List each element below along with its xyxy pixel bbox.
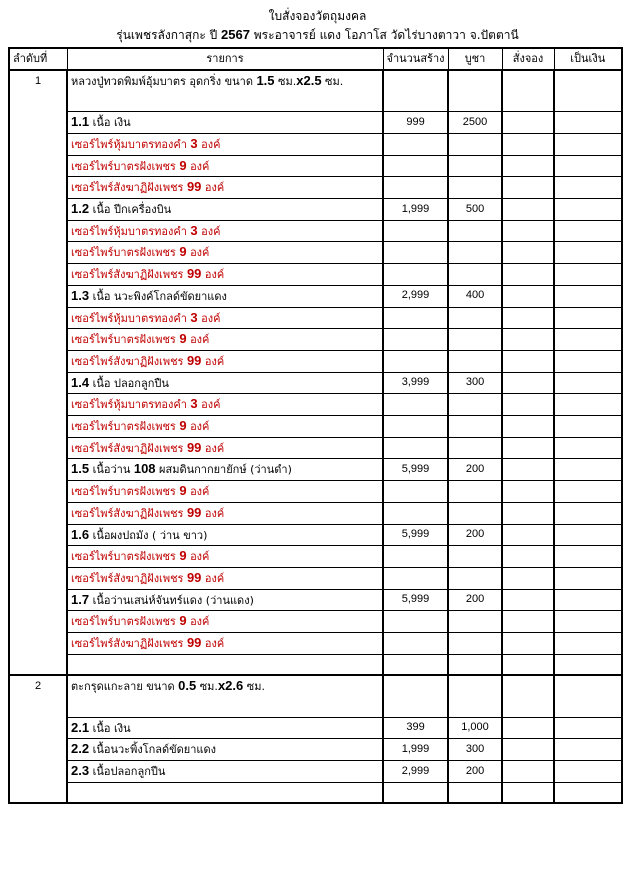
order-input-cell[interactable] [502, 350, 554, 372]
section-number: 1 [9, 70, 67, 676]
price-cell [448, 329, 502, 351]
surprise-count: 99 [186, 635, 202, 651]
item-code: 1.3 [71, 287, 90, 303]
surprise-unit: องค์ [186, 333, 210, 347]
total-cell [554, 372, 622, 394]
total-cell [554, 524, 622, 546]
surprise-unit: องค์ [186, 246, 210, 260]
surprise-row [9, 264, 622, 286]
order-input-cell[interactable] [502, 199, 554, 221]
surprise-count: 9 [179, 157, 187, 173]
price-cell [448, 350, 502, 372]
order-input-cell[interactable] [502, 285, 554, 307]
order-input-cell[interactable] [502, 416, 554, 438]
surprise-count: 99 [186, 352, 202, 368]
order-input-cell[interactable] [502, 394, 554, 416]
qty-cell: 3,999 [383, 372, 448, 394]
item-cell [67, 524, 383, 546]
item-cell [67, 242, 383, 264]
item-cell [67, 611, 383, 633]
item-cell [67, 177, 383, 199]
table-body [9, 70, 622, 804]
qty-cell [383, 70, 448, 112]
qty-cell [383, 502, 448, 524]
section-size-x: x2.5 [296, 72, 322, 88]
qty-cell [383, 350, 448, 372]
item-cell [67, 761, 383, 783]
header-no: ลำดับที่ [9, 48, 67, 70]
item-cell [67, 394, 383, 416]
surprise-row [9, 177, 622, 199]
surprise-label: เซอร์ไพร์บาตรฝังเพชร [71, 159, 180, 173]
surprise-unit: องค์ [186, 485, 210, 499]
qty-cell [383, 416, 448, 438]
surprise-count: 99 [186, 439, 202, 455]
surprise-count: 3 [190, 135, 198, 151]
order-input-cell[interactable] [502, 611, 554, 633]
price-cell [448, 502, 502, 524]
surprise-label: เซอร์ไพร์บาตรฝังเพชร [71, 420, 180, 434]
surprise-unit: องค์ [197, 398, 221, 412]
qty-cell [383, 220, 448, 242]
item-cell [67, 633, 383, 655]
qty-cell [383, 546, 448, 568]
surprise-label: เซอร์ไพร์สังฆาฏิฝังเพชร [71, 268, 187, 282]
qty-cell: 2,999 [383, 285, 448, 307]
item-code: 1.5 [71, 461, 90, 477]
price-cell: 500 [448, 199, 502, 221]
document-title: ใบสั่งจองวัตถุมงคล [268, 9, 367, 23]
price-cell: 200 [448, 524, 502, 546]
item-cell [67, 372, 383, 394]
surprise-label: เซอร์ไพร์สังฆาฏิฝังเพชร [71, 354, 187, 368]
item-label: เนื้อปลอกลูกปืน [89, 765, 166, 779]
item-code: 2.2 [71, 741, 90, 757]
price-cell [448, 567, 502, 589]
item-cell [67, 437, 383, 459]
price-cell [448, 654, 502, 675]
surprise-label: เซอร์ไพร์บาตรฝังเพชร [71, 550, 180, 564]
qty-cell [383, 177, 448, 199]
surprise-unit: องค์ [201, 571, 225, 585]
surprise-label: เซอร์ไพร์สังฆาฏิฝังเพชร [71, 571, 187, 585]
qty-cell: 2,999 [383, 761, 448, 783]
price-cell: 400 [448, 285, 502, 307]
price-cell [448, 416, 502, 438]
price-cell [448, 481, 502, 503]
subtitle-suffix: พระอาจารย์ แดง โอภาโส วัดไร่บางตาวา จ.ปัตตานี [249, 28, 519, 42]
section-size-value: 1.5 [256, 72, 275, 88]
section-size-unit: ซม. [196, 680, 218, 694]
total-cell [554, 675, 622, 717]
order-input-cell[interactable] [502, 782, 554, 803]
item-row [9, 717, 622, 739]
order-input-cell[interactable] [502, 739, 554, 761]
item-label-number: 108 [133, 461, 156, 477]
order-input-cell[interactable] [502, 177, 554, 199]
surprise-label: เซอร์ไพร์บาตรฝังเพชร [71, 615, 180, 629]
surprise-count: 3 [190, 396, 198, 412]
item-cell [67, 782, 383, 803]
item-cell [67, 502, 383, 524]
surprise-unit: องค์ [201, 268, 225, 282]
total-cell [554, 350, 622, 372]
surprise-row [9, 611, 622, 633]
section-title [67, 70, 383, 112]
total-cell [554, 220, 622, 242]
total-cell [554, 416, 622, 438]
order-input-cell[interactable] [502, 133, 554, 155]
price-cell [448, 394, 502, 416]
item-cell [67, 589, 383, 611]
item-label: เนื้อว่าน [89, 463, 134, 477]
item-cell [67, 112, 383, 134]
qty-cell: 1,999 [383, 739, 448, 761]
item-cell [67, 199, 383, 221]
surprise-count: 99 [186, 266, 202, 282]
order-input-cell[interactable] [502, 675, 554, 717]
total-cell [554, 611, 622, 633]
surprise-row [9, 242, 622, 264]
item-code: 2.1 [71, 719, 90, 735]
surprise-unit: องค์ [201, 441, 225, 455]
qty-cell [383, 633, 448, 655]
surprise-unit: องค์ [186, 420, 210, 434]
total-cell [554, 394, 622, 416]
item-row [9, 285, 622, 307]
section-title-text: หลวงปู่ทวดพิมพ์อุ้มบาตร อุดกริ่ง ขนาด [71, 74, 257, 88]
item-label: เนื้อ เงิน [89, 116, 131, 130]
order-input-cell[interactable] [502, 220, 554, 242]
item-label: เนื้อ เงิน [89, 721, 131, 735]
item-code: 1.7 [71, 591, 90, 607]
order-input-cell[interactable] [502, 524, 554, 546]
surprise-unit: องค์ [201, 354, 225, 368]
surprise-row [9, 502, 622, 524]
item-code: 1.4 [71, 374, 90, 390]
surprise-label: เซอร์ไพร์สังฆาฏิฝังเพชร [71, 441, 187, 455]
qty-cell: 1,999 [383, 199, 448, 221]
surprise-unit: องค์ [186, 615, 210, 629]
order-input-cell[interactable] [502, 589, 554, 611]
surprise-label: เซอร์ไพร์บาตรฝังเพชร [71, 246, 180, 260]
order-input-cell[interactable] [502, 329, 554, 351]
order-input-cell[interactable] [502, 372, 554, 394]
order-input-cell[interactable] [502, 155, 554, 177]
price-cell [448, 242, 502, 264]
price-cell [448, 177, 502, 199]
section-size-x: x2.6 [217, 678, 244, 694]
total-cell [554, 177, 622, 199]
total-cell [554, 155, 622, 177]
empty-row [9, 782, 622, 803]
price-cell: 2500 [448, 112, 502, 134]
qty-cell [383, 611, 448, 633]
order-input-cell[interactable] [502, 242, 554, 264]
price-cell [448, 220, 502, 242]
qty-cell [383, 155, 448, 177]
price-cell [448, 155, 502, 177]
item-row [9, 372, 622, 394]
section-title-row [9, 675, 622, 717]
item-cell [67, 155, 383, 177]
subtitle-prefix: รุ่นเพชรลังกาสุกะ ปี [116, 28, 222, 42]
item-row [9, 199, 622, 221]
total-cell [554, 70, 622, 112]
qty-cell [383, 654, 448, 675]
qty-cell [383, 782, 448, 803]
item-cell [67, 220, 383, 242]
document-subtitle [0, 26, 635, 45]
item-label: เนื้อผงปถมัง ( ว่าน ขาว) [89, 528, 208, 542]
item-code: 2.3 [71, 763, 90, 779]
item-cell [67, 329, 383, 351]
order-input-cell[interactable] [502, 459, 554, 481]
surprise-label: เซอร์ไพร์บาตรฝังเพชร [71, 333, 180, 347]
surprise-unit: องค์ [201, 181, 225, 195]
item-cell [67, 654, 383, 675]
item-row [9, 459, 622, 481]
surprise-count: 9 [179, 548, 187, 564]
order-input-cell[interactable] [502, 567, 554, 589]
header-item: รายการ [67, 48, 383, 70]
surprise-unit: องค์ [197, 137, 221, 151]
item-row [9, 524, 622, 546]
header-qty: จำนวนสร้าง [383, 48, 448, 70]
item-cell [67, 459, 383, 481]
total-cell [554, 264, 622, 286]
order-input-cell[interactable] [502, 307, 554, 329]
item-cell [67, 133, 383, 155]
total-cell [554, 329, 622, 351]
surprise-count: 3 [190, 309, 198, 325]
total-cell [554, 633, 622, 655]
qty-cell [383, 264, 448, 286]
price-cell [448, 437, 502, 459]
item-row [9, 589, 622, 611]
surprise-unit: องค์ [201, 506, 225, 520]
price-cell: 200 [448, 761, 502, 783]
price-cell: 200 [448, 589, 502, 611]
price-cell [448, 546, 502, 568]
section-number: 2 [9, 675, 67, 803]
item-row [9, 112, 622, 134]
order-input-cell[interactable] [502, 264, 554, 286]
total-cell [554, 782, 622, 803]
price-cell [448, 782, 502, 803]
price-cell: 300 [448, 372, 502, 394]
section-size-unit2: ซม. [321, 74, 344, 88]
item-cell [67, 416, 383, 438]
surprise-row [9, 155, 622, 177]
surprise-count: 9 [179, 483, 187, 499]
surprise-row [9, 416, 622, 438]
price-cell: 300 [448, 739, 502, 761]
qty-cell: 5,999 [383, 459, 448, 481]
item-label-rest: ผสมดินกากยายักษ์ (ว่านดำ) [155, 463, 292, 477]
total-cell [554, 567, 622, 589]
price-cell [448, 133, 502, 155]
price-cell: 200 [448, 459, 502, 481]
item-cell [67, 739, 383, 761]
header-price: บูชา [448, 48, 502, 70]
header-order: สั่งจอง [502, 48, 554, 70]
surprise-count: 9 [179, 331, 187, 347]
surprise-count: 9 [179, 613, 187, 629]
total-cell [554, 285, 622, 307]
price-cell [448, 307, 502, 329]
order-input-cell[interactable] [502, 633, 554, 655]
surprise-unit: องค์ [201, 637, 225, 651]
total-cell [554, 437, 622, 459]
surprise-label: เซอร์ไพร์สังฆาฏิฝังเพชร [71, 637, 187, 651]
item-cell [67, 717, 383, 739]
surprise-row [9, 394, 622, 416]
item-label: เนื้อ ปลอกลูกปืน [89, 376, 169, 390]
order-input-cell[interactable] [502, 481, 554, 503]
total-cell [554, 481, 622, 503]
qty-cell [383, 481, 448, 503]
item-label: เนื้อ นวะพิงค์โกลด์ขัดยาแดง [89, 289, 227, 303]
item-cell [67, 481, 383, 503]
item-cell [67, 567, 383, 589]
total-cell [554, 589, 622, 611]
item-cell [67, 264, 383, 286]
item-cell [67, 285, 383, 307]
qty-cell: 5,999 [383, 524, 448, 546]
price-cell [448, 264, 502, 286]
surprise-row [9, 567, 622, 589]
total-cell [554, 199, 622, 221]
header-total: เป็นเงิน [554, 48, 622, 70]
surprise-label: เซอร์ไพร์หุ้มบาตรทองคำ [71, 311, 191, 325]
surprise-count: 99 [186, 179, 202, 195]
surprise-unit: องค์ [197, 311, 221, 325]
order-table [8, 47, 623, 804]
surprise-label: เซอร์ไพร์สังฆาฏิฝังเพชร [71, 506, 187, 520]
total-cell [554, 307, 622, 329]
order-input-cell[interactable] [502, 654, 554, 675]
item-label: เนื้อ ปีกเครื่องบิน [89, 203, 172, 217]
total-cell [554, 242, 622, 264]
qty-cell: 999 [383, 112, 448, 134]
qty-cell [383, 307, 448, 329]
price-cell [448, 70, 502, 112]
qty-cell [383, 437, 448, 459]
total-cell [554, 717, 622, 739]
table-header-row [9, 48, 622, 70]
qty-cell [383, 242, 448, 264]
surprise-label: เซอร์ไพร์สังฆาฏิฝังเพชร [71, 181, 187, 195]
surprise-count: 99 [186, 504, 202, 520]
section-size-unit: ซม. [274, 74, 297, 88]
subtitle-year: 2567 [221, 27, 250, 42]
surprise-row [9, 307, 622, 329]
item-cell [67, 546, 383, 568]
price-cell [448, 675, 502, 717]
qty-cell [383, 567, 448, 589]
order-input-cell[interactable] [502, 112, 554, 134]
surprise-count: 9 [179, 244, 187, 260]
surprise-row [9, 633, 622, 655]
price-cell [448, 611, 502, 633]
surprise-label: เซอร์ไพร์หุ้มบาตรทองคำ [71, 137, 191, 151]
order-input-cell[interactable] [502, 546, 554, 568]
surprise-row [9, 220, 622, 242]
surprise-label: เซอร์ไพร์หุ้มบาตรทองคำ [71, 398, 191, 412]
item-code: 1.2 [71, 201, 90, 217]
surprise-row [9, 546, 622, 568]
surprise-unit: องค์ [186, 550, 210, 564]
surprise-row [9, 481, 622, 503]
total-cell [554, 546, 622, 568]
order-input-cell[interactable] [502, 761, 554, 783]
total-cell [554, 502, 622, 524]
surprise-count: 99 [186, 569, 202, 585]
order-input-cell[interactable] [502, 502, 554, 524]
qty-cell [383, 675, 448, 717]
item-label: เนื้อว่านเสน่ห์จันทร์แดง (ว่านแดง) [89, 593, 254, 607]
qty-cell [383, 329, 448, 351]
section-size-value: 0.5 [178, 678, 197, 694]
section-title-row [9, 70, 622, 112]
surprise-unit: องค์ [197, 224, 221, 238]
order-input-cell[interactable] [502, 717, 554, 739]
order-input-cell[interactable] [502, 437, 554, 459]
item-row [9, 739, 622, 761]
surprise-count: 3 [190, 222, 198, 238]
total-cell [554, 654, 622, 675]
empty-row [9, 654, 622, 675]
price-cell: 1,000 [448, 717, 502, 739]
total-cell [554, 112, 622, 134]
surprise-unit: องค์ [186, 159, 210, 173]
surprise-row [9, 350, 622, 372]
price-cell [448, 633, 502, 655]
section-title-text: ตะกรุดแกะลาย ขนาด [71, 680, 179, 694]
surprise-row [9, 437, 622, 459]
surprise-row [9, 133, 622, 155]
item-code: 1.1 [71, 114, 90, 130]
qty-cell [383, 133, 448, 155]
total-cell [554, 133, 622, 155]
total-cell [554, 761, 622, 783]
qty-cell: 5,999 [383, 589, 448, 611]
order-input-cell[interactable] [502, 70, 554, 112]
total-cell [554, 459, 622, 481]
section-size-unit2: ซม. [243, 680, 265, 694]
surprise-label: เซอร์ไพร์บาตรฝังเพชร [71, 485, 180, 499]
item-cell [67, 307, 383, 329]
item-row [9, 761, 622, 783]
item-cell [67, 350, 383, 372]
item-code: 1.6 [71, 526, 90, 542]
surprise-label: เซอร์ไพร์หุ้มบาตรทองคำ [71, 224, 191, 238]
section-title [67, 675, 383, 717]
qty-cell [383, 394, 448, 416]
surprise-count: 9 [179, 418, 187, 434]
surprise-row [9, 329, 622, 351]
total-cell [554, 739, 622, 761]
qty-cell: 399 [383, 717, 448, 739]
item-label: เนื้อนวะพิ้งโกลด์ขัดยาแดง [89, 743, 217, 757]
